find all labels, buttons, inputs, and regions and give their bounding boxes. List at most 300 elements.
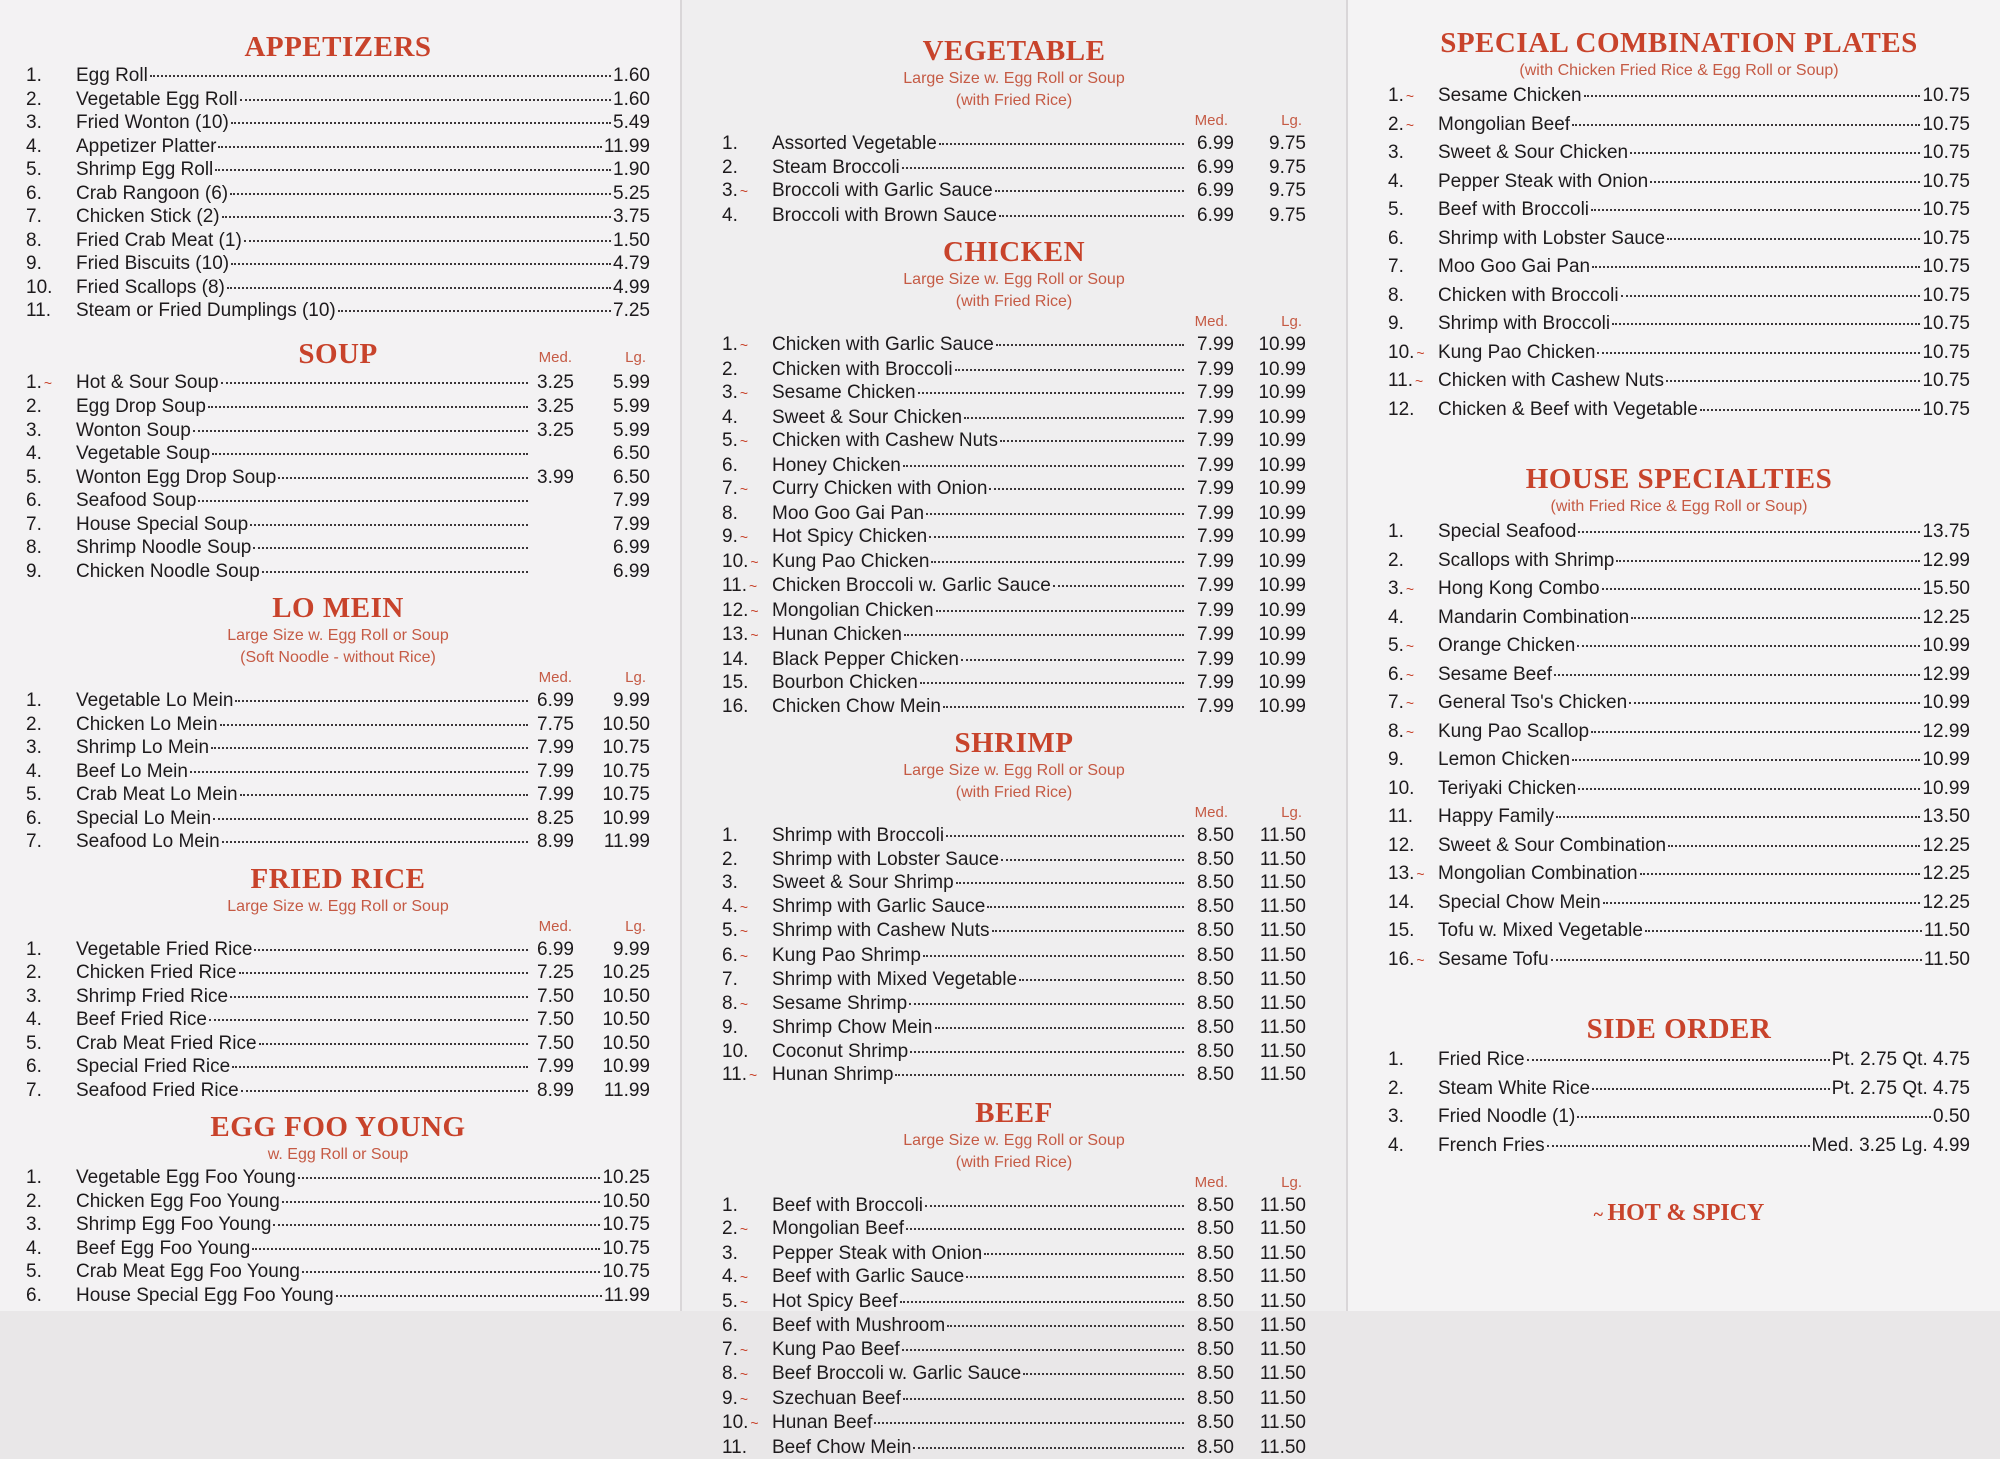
item-price-medium: 7.99 <box>1186 429 1234 453</box>
menu-item <box>1388 718 1970 747</box>
dot-leader <box>259 1043 528 1045</box>
item-price-large: 11.50 <box>1234 848 1306 872</box>
dot-leader <box>904 634 1184 636</box>
menu-item <box>26 783 650 807</box>
item-name: Black Pepper Chicken <box>772 648 959 672</box>
dot-leader <box>961 659 1184 661</box>
dot-leader <box>1667 238 1920 240</box>
item-name: Hot Spicy Chicken <box>772 525 927 549</box>
item-number <box>722 381 772 406</box>
menu-item <box>1388 746 1970 775</box>
menu-item <box>722 992 1306 1017</box>
section-title: HOUSE SPECIALTIES <box>1388 462 1970 496</box>
dot-leader <box>925 1205 1184 1207</box>
item-number-text: 1. <box>722 1195 738 1216</box>
dot-leader <box>1547 1145 1810 1147</box>
hot-spicy-icon: ~ <box>740 1342 748 1358</box>
menu-item <box>722 179 1306 204</box>
item-name: Wonton Soup <box>76 419 191 443</box>
item-number-text: 1. <box>1388 521 1404 542</box>
dot-leader <box>212 453 528 455</box>
item-number-text: 14. <box>722 649 748 670</box>
item-number-text: 4. <box>722 407 738 428</box>
item-name: Coconut Shrimp <box>772 1040 908 1064</box>
item-name: Kung Pao Scallop <box>1438 718 1589 747</box>
item-price-large: 10.25 <box>574 961 650 985</box>
item-number <box>26 1284 76 1308</box>
item-price-medium: 7.99 <box>1186 333 1234 357</box>
hot-spicy-icon: ~ <box>740 1221 748 1237</box>
item-name: Curry Chicken with Onion <box>772 477 987 501</box>
dot-leader <box>923 955 1184 957</box>
item-price-medium: 8.50 <box>1186 944 1234 968</box>
item-price-large: 11.50 <box>1234 968 1306 992</box>
item-number-text: 6. <box>26 808 42 829</box>
item-price: 1.60 <box>613 64 650 88</box>
item-price-large: 11.50 <box>1234 1314 1306 1338</box>
item-name: Assorted Vegetable <box>772 132 937 156</box>
item-name: Chicken with Cashew Nuts <box>772 429 998 453</box>
hot-spicy-icon: ~ <box>740 1269 748 1285</box>
item-number <box>26 1008 76 1032</box>
item-price: 12.25 <box>1922 604 1970 633</box>
menu-item <box>26 689 650 713</box>
menu-item <box>722 1362 1306 1387</box>
hot-spicy-icon: ~ <box>740 1366 748 1382</box>
item-price: 3.75 <box>613 205 650 229</box>
item-price: 10.99 <box>1922 689 1970 718</box>
item-price: 11.50 <box>1924 917 1970 946</box>
item-name: Shrimp with Mixed Vegetable <box>772 968 1017 992</box>
item-number-text: 16. <box>722 696 748 717</box>
item-number <box>26 938 76 962</box>
hot-spicy-icon: ~ <box>1406 581 1414 597</box>
item-number <box>1388 310 1438 339</box>
menu-item <box>26 299 650 323</box>
item-price-medium: 8.50 <box>1186 1194 1234 1218</box>
item-price-medium: 7.99 <box>1186 623 1234 647</box>
menu-item <box>1388 196 1970 225</box>
item-price-medium: 8.50 <box>1186 1217 1234 1241</box>
dot-leader <box>966 1276 1184 1278</box>
item-price-medium: 7.99 <box>1186 358 1234 382</box>
item-price-large: 11.50 <box>1234 1411 1306 1435</box>
item-price-medium: 7.99 <box>530 736 574 760</box>
item-number <box>1388 632 1438 661</box>
hot-spicy-icon: ~ <box>1415 373 1423 389</box>
dot-leader <box>1001 859 1184 861</box>
item-number-text: 1. <box>26 65 42 86</box>
section-header <box>1388 26 1970 82</box>
menu-item <box>1388 775 1970 804</box>
item-number-text: 5. <box>722 430 738 451</box>
item-price-medium: 3.25 <box>530 371 574 395</box>
item-number <box>722 204 772 228</box>
menu-item <box>722 1338 1306 1363</box>
item-number <box>26 276 76 300</box>
item-number <box>26 760 76 784</box>
item-number <box>1388 860 1438 889</box>
item-number <box>722 1040 772 1064</box>
menu-item <box>722 132 1306 156</box>
item-number-text: 5. <box>26 1261 42 1282</box>
dot-leader <box>1616 560 1920 562</box>
item-number <box>1388 339 1438 368</box>
item-price-large: 10.50 <box>574 1008 650 1032</box>
item-number-text: 3. <box>26 112 42 133</box>
item-price-large: 9.75 <box>1234 179 1306 203</box>
item-price-medium: 7.75 <box>530 713 574 737</box>
menu-item <box>722 204 1306 228</box>
item-name: Chicken Egg Foo Young <box>76 1190 280 1214</box>
item-name: Chicken with Broccoli <box>772 358 953 382</box>
section-note: (with Fried Rice) <box>722 782 1306 804</box>
item-number-text: 3. <box>1388 578 1404 599</box>
item-name: Special Lo Mein <box>76 807 211 831</box>
item-name: Fried Biscuits (10) <box>76 252 229 276</box>
item-number-text: 10. <box>1388 342 1414 363</box>
item-number <box>1388 832 1438 861</box>
item-name: Egg Roll <box>76 64 148 88</box>
section-beef <box>722 1096 1306 1459</box>
item-name: Hot Spicy Beef <box>772 1290 898 1314</box>
hot-spicy-icon: ~ <box>750 603 758 619</box>
item-name: Fried Rice <box>1438 1046 1525 1075</box>
menu-item <box>26 442 650 466</box>
section-title: APPETIZERS <box>26 30 650 64</box>
menu-item <box>722 1016 1306 1040</box>
item-number-text: 10. <box>722 551 748 572</box>
item-price: Pt. 2.75 Qt. 4.75 <box>1832 1075 1970 1104</box>
item-price-medium: 7.99 <box>530 783 574 807</box>
item-price-medium: 8.99 <box>530 1079 574 1103</box>
item-number-text: 7. <box>26 831 42 852</box>
item-price-large: 10.99 <box>1234 623 1306 647</box>
menu-item <box>26 135 650 159</box>
item-name: Wonton Egg Drop Soup <box>76 466 276 490</box>
dot-leader <box>211 747 528 749</box>
item-number <box>26 88 76 112</box>
item-number <box>26 961 76 985</box>
menu-item <box>722 1242 1306 1266</box>
menu-item <box>26 736 650 760</box>
section-chicken <box>722 235 1306 718</box>
item-price-large: 10.99 <box>1234 381 1306 405</box>
item-price-medium: 7.99 <box>530 1055 574 1079</box>
item-number <box>722 992 772 1017</box>
item-name: Chicken Broccoli w. Garlic Sauce <box>772 574 1051 598</box>
item-number <box>722 156 772 180</box>
item-name: Mandarin Combination <box>1438 604 1629 633</box>
item-name: Fried Noodle (1) <box>1438 1103 1575 1132</box>
item-name: Chicken with Cashew Nuts <box>1438 367 1664 396</box>
item-number-text: 9. <box>1388 749 1404 770</box>
menu-item <box>1388 282 1970 311</box>
item-price-large: 10.99 <box>1234 454 1306 478</box>
item-price-medium: 8.99 <box>530 830 574 854</box>
item-number <box>1388 225 1438 254</box>
dot-leader <box>215 169 611 171</box>
item-price-large: 11.50 <box>1234 871 1306 895</box>
item-price-large: 6.99 <box>574 560 650 584</box>
item-number-text: 3. <box>722 872 738 893</box>
menu-item <box>722 919 1306 944</box>
item-price-large: 9.75 <box>1234 132 1306 156</box>
item-number <box>26 419 76 443</box>
dot-leader <box>935 1027 1185 1029</box>
item-number <box>722 406 772 430</box>
item-price-medium: 8.50 <box>1186 1290 1234 1314</box>
dot-leader <box>218 146 601 148</box>
dot-leader <box>984 1253 1184 1255</box>
item-number-text: 2. <box>26 396 42 417</box>
item-price-medium: 7.99 <box>1186 381 1234 405</box>
item-name: Beef with Broccoli <box>772 1194 923 1218</box>
dot-leader <box>1631 617 1920 619</box>
dot-leader <box>1700 409 1921 411</box>
item-number <box>722 525 772 550</box>
hot-spicy-icon: ~ <box>740 481 748 497</box>
item-name: Sesame Chicken <box>1438 82 1582 111</box>
menu-item <box>26 64 650 88</box>
item-number <box>1388 746 1438 775</box>
dot-leader <box>278 477 528 479</box>
item-number <box>722 695 772 719</box>
dot-leader <box>220 724 528 726</box>
hot-spicy-icon: ~ <box>740 1391 748 1407</box>
item-price-large: 10.50 <box>574 985 650 1009</box>
menu-item <box>1388 604 1970 633</box>
item-number <box>26 560 76 584</box>
item-price-large: 10.75 <box>574 760 650 784</box>
item-name: Moo Goo Gai Pan <box>1438 253 1590 282</box>
item-name: Vegetable Soup <box>76 442 210 466</box>
hot-spicy-icon: ~ <box>1416 866 1424 882</box>
section-header <box>1388 462 1970 518</box>
item-number-text: 8. <box>26 537 42 558</box>
item-name: Mongolian Beef <box>1438 111 1570 140</box>
item-name: Shrimp with Broccoli <box>1438 310 1610 339</box>
dot-leader <box>902 167 1184 169</box>
menu-item <box>1388 860 1970 889</box>
item-number-text: 4. <box>26 1238 42 1259</box>
item-number-text: 8. <box>26 230 42 251</box>
dot-leader <box>239 972 529 974</box>
lg-column-header: Lg. <box>625 349 646 366</box>
item-number-text: 3. <box>1388 142 1404 163</box>
menu-item <box>722 1411 1306 1436</box>
section-appetizers <box>26 30 650 323</box>
dot-leader <box>1551 959 1922 961</box>
section-title: EGG FOO YOUNG <box>26 1110 650 1144</box>
item-name: Fried Scallops (8) <box>76 276 225 300</box>
hot-spicy-label: HOT & SPICY <box>1607 1200 1764 1226</box>
item-price-medium: 8.50 <box>1186 968 1234 992</box>
item-price: 10.75 <box>602 1213 650 1237</box>
lg-column-header: Lg. <box>625 669 646 686</box>
dot-leader <box>1612 323 1920 325</box>
item-price-large: 6.50 <box>574 466 650 490</box>
menu-item <box>722 574 1306 599</box>
dot-leader <box>996 344 1184 346</box>
item-name: Chicken & Beef with Vegetable <box>1438 396 1698 425</box>
item-number <box>722 1436 772 1459</box>
item-number-text: 4. <box>26 443 42 464</box>
item-name: Beef Lo Mein <box>76 760 188 784</box>
section-subtitle: Large Size w. Egg Roll or Soup <box>722 760 1306 782</box>
menu-item <box>26 1213 650 1237</box>
item-number <box>722 848 772 872</box>
item-name: Chicken Lo Mein <box>76 713 218 737</box>
dot-leader <box>918 392 1184 394</box>
menu-panel-left <box>0 0 680 1311</box>
item-name: Moo Goo Gai Pan <box>772 502 924 526</box>
item-number-text: 1. <box>26 690 42 711</box>
section-note: (Soft Noodle - without Rice) <box>26 647 650 669</box>
hot-spicy-icon: ~ <box>740 899 748 915</box>
menu-item <box>26 713 650 737</box>
item-name: Chicken with Broccoli <box>1438 282 1619 311</box>
dot-leader <box>1572 124 1920 126</box>
item-name: Crab Meat Egg Foo Young <box>76 1260 300 1284</box>
price-column-headers <box>722 313 1306 333</box>
item-name: Shrimp with Lobster Sauce <box>772 848 999 872</box>
item-number-text: 11. <box>722 1437 747 1458</box>
item-name: Honey Chicken <box>772 454 901 478</box>
section-title: SPECIAL COMBINATION PLATES <box>1388 26 1970 60</box>
menu-item <box>1388 339 1970 368</box>
section-title: CHICKEN <box>722 235 1306 269</box>
item-number-text: 5. <box>26 784 42 805</box>
dot-leader <box>150 75 611 77</box>
hot-spicy-icon: ~ <box>740 183 748 199</box>
item-name: Beef with Mushroom <box>772 1314 945 1338</box>
item-number-text: 6. <box>26 1056 42 1077</box>
item-price: 10.50 <box>602 1190 650 1214</box>
item-number <box>1388 547 1438 576</box>
item-price-medium: 7.99 <box>1186 648 1234 672</box>
item-price-medium: 8.50 <box>1186 848 1234 872</box>
dot-leader <box>230 193 611 195</box>
med-column-header: Med. <box>1195 1174 1228 1191</box>
item-number <box>1388 396 1438 425</box>
item-name: Shrimp with Broccoli <box>772 824 944 848</box>
item-number <box>722 132 772 156</box>
item-price-medium: 8.50 <box>1186 1265 1234 1289</box>
item-number-text: 15. <box>722 672 748 693</box>
item-price-large: 10.99 <box>1234 333 1306 357</box>
item-price-large: 11.50 <box>1234 1436 1306 1459</box>
dot-leader <box>193 430 528 432</box>
item-number <box>26 1260 76 1284</box>
menu-item <box>722 944 1306 969</box>
hot-spicy-icon: ~ <box>740 433 748 449</box>
item-price-medium: 8.50 <box>1186 871 1234 895</box>
dot-leader <box>1023 1373 1184 1375</box>
dot-leader <box>987 906 1184 908</box>
lg-column-header: Lg. <box>1281 804 1302 821</box>
item-name: Fried Crab Meat (1) <box>76 229 242 253</box>
item-number-text: 3. <box>26 1214 42 1235</box>
dot-leader <box>964 417 1184 419</box>
menu-item <box>722 695 1306 719</box>
item-number <box>722 1314 772 1338</box>
item-price-large: 11.99 <box>574 830 650 854</box>
menu-item <box>1388 1046 1970 1075</box>
price-column-headers <box>26 918 650 938</box>
item-number <box>722 895 772 920</box>
section-subtitle: w. Egg Roll or Soup <box>26 1144 650 1166</box>
item-price-medium: 8.50 <box>1186 992 1234 1016</box>
menu-item <box>722 671 1306 695</box>
item-price-large: 11.50 <box>1234 1217 1306 1241</box>
hot-spicy-icon: ~ <box>1416 952 1424 968</box>
item-number-text: 5. <box>26 159 42 180</box>
item-number-text: 3. <box>26 737 42 758</box>
item-price: 1.60 <box>613 88 650 112</box>
item-price-large: 11.50 <box>1234 1362 1306 1386</box>
dot-leader <box>240 794 528 796</box>
item-number-text: 2. <box>1388 1078 1404 1099</box>
menu-item <box>722 429 1306 454</box>
section-header <box>722 235 1306 313</box>
item-number <box>1388 661 1438 690</box>
menu-item <box>26 985 650 1009</box>
item-number-text: 4. <box>26 136 42 157</box>
section-title: LO MEIN <box>26 591 650 625</box>
item-price-large: 7.99 <box>574 489 650 513</box>
item-number <box>1388 196 1438 225</box>
lg-column-header: Lg. <box>1281 313 1302 330</box>
menu-item <box>1388 547 1970 576</box>
section-header <box>722 1096 1306 1174</box>
section-header <box>1388 1012 1970 1046</box>
menu-item <box>26 807 650 831</box>
item-number <box>722 623 772 648</box>
item-name: Special Chow Mein <box>1438 889 1601 918</box>
item-name: Crab Rangoon (6) <box>76 182 228 206</box>
dot-leader <box>1630 152 1920 154</box>
item-number <box>26 536 76 560</box>
item-number-text: 1. <box>1388 1049 1404 1070</box>
item-price: 12.99 <box>1922 547 1970 576</box>
item-price-large: 6.50 <box>574 442 650 466</box>
menu-item <box>26 1032 650 1056</box>
dot-leader <box>1584 95 1921 97</box>
dot-leader <box>947 1325 1184 1327</box>
section-title: FRIED RICE <box>26 862 650 896</box>
dot-leader <box>989 488 1184 490</box>
item-name: Hot & Sour Soup <box>76 371 219 395</box>
menu-item <box>26 182 650 206</box>
menu-item <box>1388 832 1970 861</box>
item-price: 5.25 <box>613 182 650 206</box>
item-number-text: 6. <box>26 1285 42 1306</box>
hot-spicy-icon: ~ <box>749 578 757 594</box>
item-name: Chicken Noodle Soup <box>76 560 260 584</box>
item-price: 10.75 <box>1922 196 1970 225</box>
item-name: Szechuan Beef <box>772 1387 901 1411</box>
item-number <box>26 1166 76 1190</box>
item-name: Vegetable Egg Foo Young <box>76 1166 296 1190</box>
item-number-text: 2. <box>1388 550 1404 571</box>
menu-item <box>26 1284 650 1308</box>
menu-item <box>722 454 1306 478</box>
item-number-text: 3. <box>722 180 738 201</box>
menu-item <box>26 536 650 560</box>
dot-leader <box>1621 295 1921 297</box>
item-price-medium: 7.99 <box>1186 599 1234 623</box>
